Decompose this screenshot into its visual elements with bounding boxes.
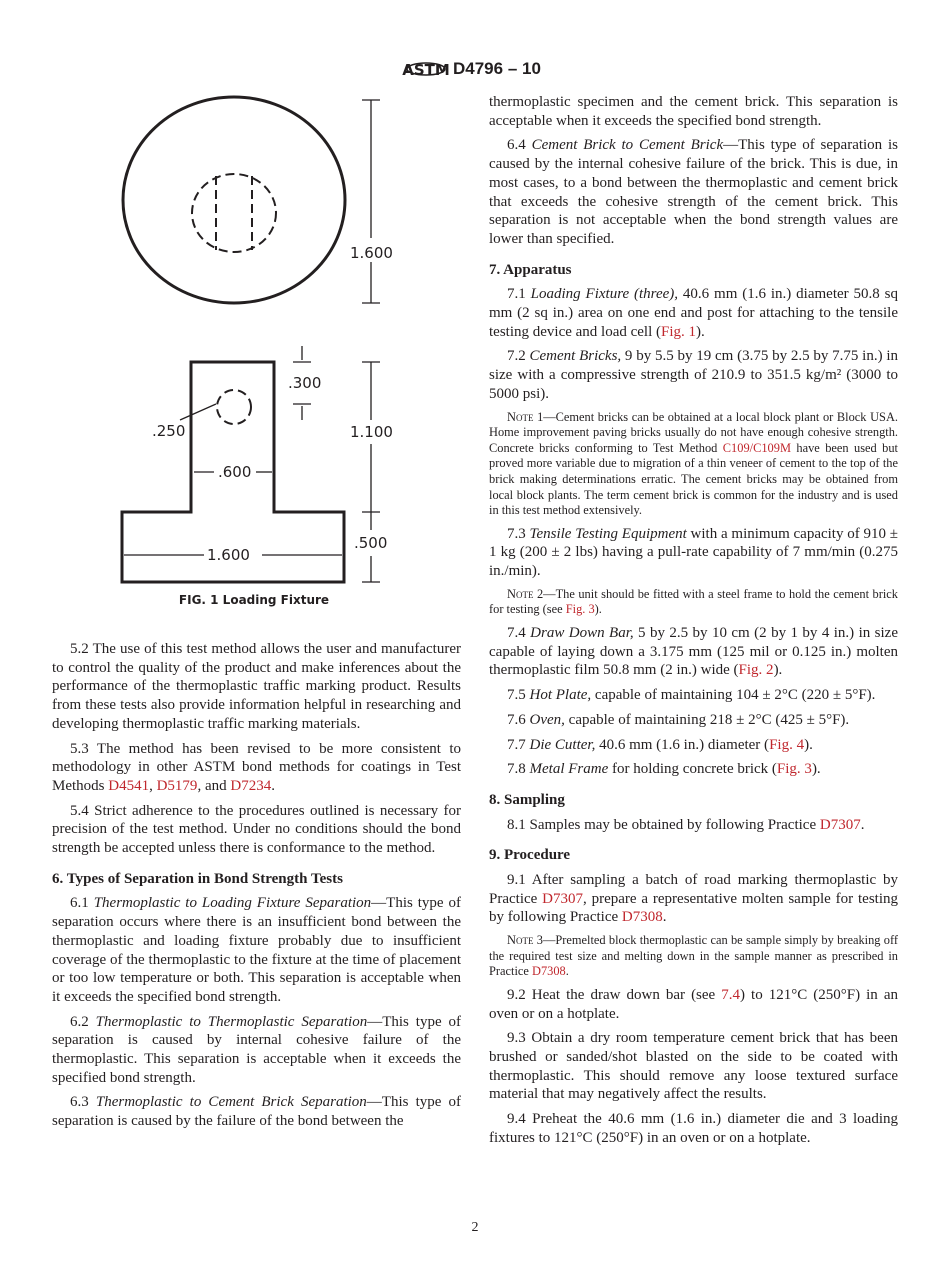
text-run: . bbox=[860, 816, 865, 833]
text-run: 6.2 bbox=[70, 1013, 96, 1030]
text-run: 3—Premelted block thermoplastic can be sample simply by breaking off the required test size and melting down in the sample manner as prescribed in Practice bbox=[489, 933, 898, 979]
reference-link[interactable]: C109/C109M bbox=[722, 440, 791, 455]
text-run: —This type of separation is caused by internal cohesive failure of the thermoplastic. This separation is acceptable when it exceeds the specified bond strength. bbox=[52, 1013, 461, 1086]
italic-term: Hot Plate, bbox=[529, 687, 592, 704]
section-heading bbox=[489, 846, 898, 865]
text-run: ). bbox=[804, 736, 813, 753]
text-run: . bbox=[565, 964, 569, 979]
text-run: have been used but proved more variable due to migration of a thin veneer of cement to the top of the brick making determinations erratic. The cement bricks may be obtained from local block plants. The term cement brick is common for the industry and is used in this test method extensively. bbox=[489, 440, 898, 518]
figure-caption: FIG. 1 Loading Fixture bbox=[178, 593, 330, 607]
text-run: 7.6 bbox=[507, 711, 530, 728]
note-label: Note bbox=[507, 409, 534, 424]
text-run: for holding concrete brick ( bbox=[608, 761, 777, 778]
text-run: —This type of separation is caused by the failure of the bond between the bbox=[52, 1094, 462, 1130]
text-run: 40.6 mm (1.6 in.) diameter 50.8 sq mm (2 sq in.) area on one end and post for attaching to the tensile testing device and load cell ( bbox=[489, 286, 898, 340]
text-run: ). bbox=[594, 602, 602, 617]
text-run: 7. Apparatus bbox=[489, 261, 572, 278]
note-label: Note bbox=[507, 933, 534, 948]
text-run: ). bbox=[696, 323, 705, 340]
text-run: capable of maintaining 218 ± 2°C (425 ± 5°F). bbox=[564, 711, 850, 728]
text-run: 9.1 After sampling a batch of road marking thermoplastic by Practice bbox=[489, 872, 898, 907]
italic-term: Thermoplastic to Thermoplastic Separation bbox=[95, 1013, 368, 1030]
italic-term: Cement Bricks, bbox=[529, 348, 622, 365]
reference-link[interactable]: D7307 bbox=[542, 890, 583, 907]
paragraph bbox=[52, 894, 461, 1006]
section-heading bbox=[489, 791, 898, 810]
reference-link[interactable]: D7308 bbox=[621, 909, 663, 926]
dim-base-width: 1.600 bbox=[207, 546, 250, 564]
paragraph bbox=[52, 740, 461, 796]
text-run: 5.3 The method has been revised to be more consistent to methodology in other ASTM bond methods for coatings in Test Methods bbox=[52, 740, 461, 794]
text-run: 5 by 2.5 by 10 cm (2 by 1 by 4 in.) in size capable of laying down a 3.175 mm (125 mil or 0.125 in.) molten thermoplastic film 50.8 mm (2 in.) wide ( bbox=[489, 625, 898, 679]
paragraph bbox=[489, 686, 898, 705]
note-paragraph bbox=[489, 933, 898, 980]
reference-link[interactable]: Fig. 4 bbox=[769, 736, 805, 753]
text-run: 7.3 bbox=[507, 525, 530, 542]
paragraph bbox=[52, 1093, 461, 1130]
paragraph bbox=[489, 736, 898, 755]
italic-term: Thermoplastic to Cement Brick Separation bbox=[95, 1094, 367, 1111]
italic-term: Oven, bbox=[529, 711, 565, 728]
figure-1-loading-fixture bbox=[0, 0, 480, 620]
dim-base-height: .500 bbox=[354, 534, 388, 552]
text-run: capable of maintaining 104 ± 2°C (220 ± 5°F). bbox=[591, 687, 876, 704]
text-run: , and bbox=[197, 777, 231, 794]
text-run: 1—Cement bricks can be obtained at a local block plant or Block USA. Home improvement paving bricks usually do not have enough cohesive strength. Concrete bricks conforming to Test Method bbox=[489, 409, 898, 455]
text-run: —This type of separation occurs where there is an insufficient bond between the thermoplastic and loading fixture probably due to insufficient coverage of the thermoplastic to the fixture at the time of placement or too low temperature or both. This separation is acceptable when it exceeds the specified bond strength. bbox=[52, 895, 461, 1005]
paragraph bbox=[489, 285, 898, 341]
text-run: 6.4 bbox=[507, 137, 532, 154]
section-heading bbox=[489, 261, 898, 280]
standard-designation: D4796 – 10 bbox=[453, 59, 541, 78]
italic-term: Loading Fixture (three), bbox=[530, 286, 679, 303]
paragraph bbox=[489, 525, 898, 581]
dim-hole-offset: .300 bbox=[288, 374, 322, 392]
text-run: 9. Procedure bbox=[489, 847, 571, 864]
italic-term: Thermoplastic to Loading Fixture Separation bbox=[93, 895, 372, 912]
text-run: . bbox=[662, 909, 667, 926]
paragraph bbox=[489, 871, 898, 927]
reference-link[interactable]: 7.4 bbox=[721, 986, 740, 1003]
reference-link[interactable]: D7234 bbox=[230, 777, 272, 794]
reference-link[interactable]: Fig. 2 bbox=[738, 662, 774, 679]
text-run: 8.1 Samples may be obtained by following Practice bbox=[507, 816, 820, 833]
paragraph bbox=[52, 802, 461, 858]
paragraph bbox=[489, 760, 898, 779]
text-run: 7.7 bbox=[507, 736, 530, 753]
text-run: 9.2 Heat the draw down bar (see bbox=[507, 986, 722, 1003]
note-paragraph bbox=[489, 410, 898, 519]
text-run: 6.3 bbox=[70, 1094, 96, 1111]
section-heading bbox=[52, 870, 461, 889]
reference-link[interactable]: D5179 bbox=[156, 777, 198, 794]
text-run: . bbox=[271, 777, 275, 794]
right-column bbox=[489, 93, 898, 1154]
paragraph bbox=[489, 816, 898, 835]
text-run: 40.6 mm (1.6 in.) diameter ( bbox=[595, 736, 770, 753]
text-run: 7.2 bbox=[507, 348, 530, 365]
text-run: 9 by 5.5 by 19 cm (3.75 by 2.5 by 7.75 in.) in size with a compressive strength of 210.9 to 351.5 kg/m² (3000 to 5000 psi). bbox=[489, 348, 898, 402]
reference-link[interactable]: Fig. 1 bbox=[661, 323, 697, 340]
text-run: , bbox=[149, 777, 157, 794]
text-run: 7.4 bbox=[507, 625, 531, 641]
fixture-top-view bbox=[123, 97, 345, 303]
paragraph bbox=[489, 624, 898, 680]
paragraph bbox=[489, 986, 898, 1023]
text-run: 5.2 The use of this test method allows the user and manufacturer to control the quality of the product and make inferences about the performance of the thermoplastic traffic marking product. Results from these tests also provide information helpful in researching and developing thermoplastic traffic marking materials. bbox=[52, 641, 461, 732]
text-run: ). bbox=[773, 662, 783, 679]
text-run: 5.4 Strict adherence to the procedures outlined is necessary for precision of the test method. Under no conditions should the bond strength be accepted unless there is conformance to the method. bbox=[52, 802, 461, 857]
paragraph bbox=[489, 347, 898, 403]
text-run: with a minimum capacity of 910 ± 1 kg (200 ± 2 lbs) having a pull-rate capability of 7 mm/min (0.275 in./min). bbox=[489, 525, 898, 580]
text-run: ). bbox=[811, 761, 821, 778]
dim-stem-width: .600 bbox=[218, 463, 252, 481]
reference-link[interactable]: D4541 bbox=[108, 777, 150, 794]
note-label: Note bbox=[507, 586, 534, 601]
text-run: 7.8 bbox=[507, 761, 530, 778]
text-run: 7.1 bbox=[507, 286, 531, 303]
svg-text:ASTM: ASTM bbox=[402, 61, 450, 79]
reference-link[interactable]: D7307 bbox=[819, 816, 861, 833]
italic-term: Die Cutter, bbox=[529, 736, 596, 753]
text-run: 6.1 bbox=[70, 895, 94, 912]
text-run: 2—The unit should be fitted with a steel frame to hold the cement brick for testing (see bbox=[489, 586, 898, 617]
text-run: 9.4 Preheat the 40.6 mm (1.6 in.) diameter die and 3 loading fixtures to 121°C (250°F) in an oven or on a hotplate. bbox=[489, 1111, 898, 1146]
note-paragraph bbox=[489, 587, 898, 618]
text-run: ) to 121°C (250°F) in an oven or on a hotplate. bbox=[489, 986, 898, 1022]
dim-top-height: 1.600 bbox=[350, 244, 393, 262]
paragraph bbox=[489, 1110, 898, 1147]
paragraph bbox=[52, 1013, 461, 1088]
italic-term: Metal Frame bbox=[529, 761, 609, 778]
text-run: thermoplastic specimen and the cement brick. This separation is acceptable when it exceeds the specified bond strength. bbox=[489, 94, 898, 129]
paragraph bbox=[489, 1029, 898, 1104]
paragraph bbox=[489, 93, 898, 130]
italic-term: Cement Brick to Cement Brick bbox=[531, 137, 724, 154]
dim-hole-dia: .250 bbox=[152, 422, 186, 440]
left-column bbox=[52, 640, 461, 1137]
reference-link[interactable]: D7308 bbox=[532, 964, 566, 979]
text-run: 7.5 bbox=[507, 687, 530, 704]
paragraph bbox=[489, 711, 898, 730]
text-run: , prepare a representative molten sample for testing by following Practice bbox=[489, 890, 898, 926]
text-run: 6. Types of Separation in Bond Strength Tests bbox=[52, 870, 343, 887]
italic-term: Tensile Testing Equipment bbox=[529, 525, 687, 542]
dim-stem-height: 1.100 bbox=[350, 423, 393, 441]
reference-link[interactable]: Fig. 3 bbox=[565, 602, 595, 617]
text-run: —This type of separation is caused by the internal cohesive failure of the brick. This is due, in most cases, to a bond between the thermoplastic and cement brick that exceeds the cohesive strength of the cement brick. This separation is not acceptable when the bond strength values are lower than specified. bbox=[489, 137, 898, 247]
paragraph bbox=[489, 136, 898, 248]
text-run: 8. Sampling bbox=[489, 791, 565, 808]
text-run: 9.3 Obtain a dry room temperature cement brick that has been brushed or sanded/shot blasted on the side to be coated with thermoplastic. This should remove any loose textured surface material that may negatively affect the results. bbox=[489, 1030, 898, 1103]
italic-term: Draw Down Bar, bbox=[530, 625, 634, 641]
page-number: 2 bbox=[471, 1220, 479, 1235]
reference-link[interactable]: Fig. 3 bbox=[776, 761, 812, 778]
paragraph bbox=[52, 640, 461, 734]
